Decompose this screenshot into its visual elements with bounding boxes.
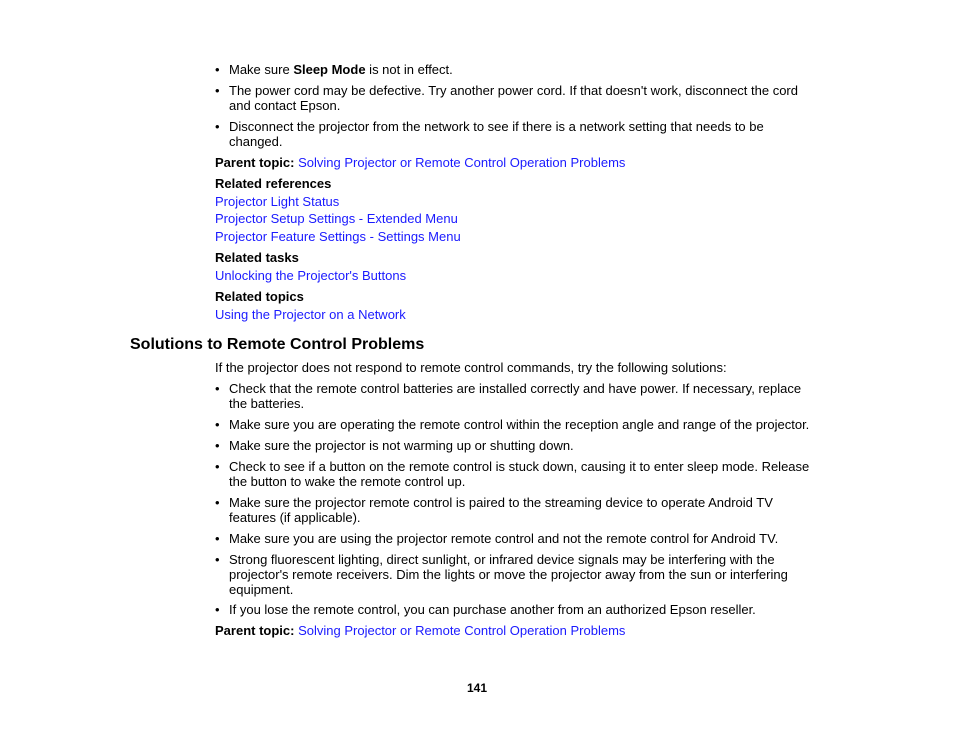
bullet-marker: •	[215, 459, 220, 474]
list-item	[215, 531, 820, 546]
bullet-text-post: is not in effect.	[365, 62, 453, 77]
section-heading: Solutions to Remote Control Problems	[130, 336, 425, 353]
bullet-marker: •	[215, 531, 220, 546]
bullet-marker: •	[215, 602, 220, 617]
related-reference-link[interactable]: Projector Setup Settings - Extended Menu	[215, 211, 458, 226]
list-item	[215, 417, 820, 432]
parent-topic-label: Parent topic:	[215, 155, 295, 170]
related-task-link[interactable]: Unlocking the Projector's Buttons	[215, 268, 407, 283]
bullet-marker: •	[215, 381, 220, 396]
parent-topic-link[interactable]: Solving Projector or Remote Control Operation Problems	[298, 155, 626, 170]
bullet-text: If you lose the remote control, you can purchase another from an authorized Epson reseller.	[229, 602, 756, 617]
bullet-text: Make sure you are operating the remote control within the reception angle and range of the projector.	[229, 417, 810, 432]
list-item	[215, 83, 820, 113]
bullet-text: Make sure the projector remote control is paired to the streaming device to operate Android TV features (if applicable).	[229, 495, 773, 525]
bullet-text: Check that the remote control batteries are installed correctly and have power. If necessary, replace the batteries.	[229, 381, 802, 411]
bullet-marker: •	[215, 495, 220, 510]
bullet-text-pre: Make sure	[229, 62, 294, 77]
related-reference-link[interactable]: Projector Feature Settings - Settings Menu	[215, 229, 461, 244]
bullet-text: Strong fluorescent lighting, direct sunlight, or infrared device signals may be interfering with the projector's remote receivers. Dim the lights or move the projector away from the sun or interfering equipment.	[229, 552, 788, 597]
bullet-marker: •	[215, 417, 220, 432]
parent-topic-label: Parent topic:	[215, 623, 295, 638]
bullet-marker: •	[215, 552, 220, 567]
related-topic-link[interactable]: Using the Projector on a Network	[215, 307, 406, 322]
bullet-text: Make sure the projector is not warming up or shutting down.	[229, 438, 574, 453]
bullet-marker: •	[215, 62, 220, 77]
page-number: 141	[466, 681, 488, 695]
list-item	[215, 552, 820, 597]
parent-topic	[215, 623, 820, 638]
list-item	[215, 602, 820, 617]
related-tasks-label: Related tasks	[215, 250, 299, 265]
related-references-label: Related references	[215, 176, 332, 191]
list-item	[215, 438, 820, 453]
bullet-text: Disconnect the projector from the network to see if there is a network setting that needs to be changed.	[229, 119, 764, 149]
bullet-text: The power cord may be defective. Try another power cord. If that doesn't work, disconnect the cord and contact Epson.	[229, 83, 798, 113]
list-item	[215, 119, 820, 149]
bullet-marker: •	[215, 119, 220, 134]
bullet-marker: •	[215, 83, 220, 98]
section-intro: If the projector does not respond to remote control commands, try the following solutions:	[215, 360, 727, 375]
list-item	[215, 381, 820, 411]
bullet-text-bold: Sleep Mode	[293, 62, 366, 77]
bullet-text: Check to see if a button on the remote control is stuck down, causing it to enter sleep mode. Release the button to wake the remote control up.	[229, 459, 810, 489]
related-topics-label: Related topics	[215, 289, 304, 304]
bullet-text: Make sure you are using the projector remote control and not the remote control for Android TV.	[229, 531, 779, 546]
related-reference-link[interactable]: Projector Light Status	[215, 194, 340, 209]
bullet-marker: •	[215, 438, 220, 453]
parent-topic-link[interactable]: Solving Projector or Remote Control Operation Problems	[298, 623, 626, 638]
list-item	[215, 495, 820, 525]
list-item	[215, 459, 820, 489]
list-item	[215, 62, 820, 77]
parent-topic	[215, 155, 820, 170]
